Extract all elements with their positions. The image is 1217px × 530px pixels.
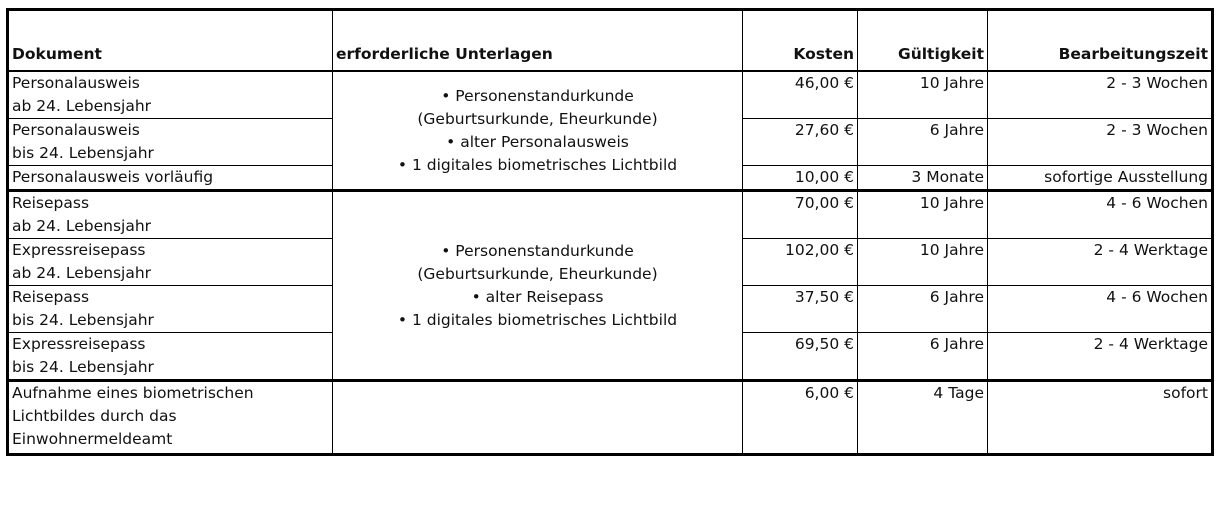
doc-cell: Expressreisepass bis 24. Lebensjahr — [8, 333, 333, 381]
cost-cell: 37,50 € — [743, 286, 858, 333]
header-gueltigkeit: Gültigkeit — [858, 10, 988, 72]
processing-cell: sofort — [988, 381, 1213, 455]
processing-cell: 2 - 4 Werktage — [988, 333, 1213, 381]
header-kosten: Kosten — [743, 10, 858, 72]
header-bearbeitungszeit: Bearbeitungszeit — [988, 10, 1213, 72]
doc-cell: Personalausweis bis 24. Lebensjahr — [8, 119, 333, 166]
processing-cell: sofortige Ausstellung — [988, 166, 1213, 191]
cost-cell: 10,00 € — [743, 166, 858, 191]
cost-cell: 69,50 € — [743, 333, 858, 381]
doc-cell: Reisepass bis 24. Lebensjahr — [8, 286, 333, 333]
required-docs-passport: • Personenstandurkunde (Geburtsurkunde, Eheurkunde) • alter Reisepass • 1 digitales biometrisches Lichtbild — [333, 191, 743, 381]
processing-cell: 4 - 6 Wochen — [988, 191, 1213, 239]
processing-cell: 2 - 3 Wochen — [988, 119, 1213, 166]
processing-cell: 2 - 4 Werktage — [988, 239, 1213, 286]
doc-cell: Personalausweis vorläufig — [8, 166, 333, 191]
required-docs-id: • Personenstandurkunde (Geburtsurkunde, Eheurkunde) • alter Personalausweis • 1 digitales biometrisches Lichtbild — [333, 71, 743, 191]
validity-cell: 4 Tage — [858, 381, 988, 455]
validity-cell: 10 Jahre — [858, 71, 988, 119]
processing-cell: 2 - 3 Wochen — [988, 71, 1213, 119]
doc-cell: Reisepass ab 24. Lebensjahr — [8, 191, 333, 239]
doc-cell: Personalausweis ab 24. Lebensjahr — [8, 71, 333, 119]
table-row — [8, 381, 1213, 455]
validity-cell: 6 Jahre — [858, 286, 988, 333]
processing-cell: 4 - 6 Wochen — [988, 286, 1213, 333]
table-row — [8, 191, 1213, 239]
validity-cell: 10 Jahre — [858, 239, 988, 286]
validity-cell: 10 Jahre — [858, 191, 988, 239]
validity-cell: 6 Jahre — [858, 119, 988, 166]
cost-cell: 6,00 € — [743, 381, 858, 455]
cost-cell: 46,00 € — [743, 71, 858, 119]
cost-cell: 70,00 € — [743, 191, 858, 239]
table-row — [8, 71, 1213, 119]
cost-cell: 102,00 € — [743, 239, 858, 286]
header-row — [8, 10, 1213, 72]
fees-table — [6, 8, 1214, 456]
validity-cell: 6 Jahre — [858, 333, 988, 381]
doc-cell: Aufnahme eines biometrischen Lichtbildes durch das Einwohnermeldeamt — [8, 381, 333, 455]
header-dokument: Dokument — [8, 10, 333, 72]
cost-cell: 27,60 € — [743, 119, 858, 166]
required-docs-empty — [333, 381, 743, 455]
header-unterlagen: erforderliche Unterlagen — [333, 10, 743, 72]
validity-cell: 3 Monate — [858, 166, 988, 191]
doc-cell: Expressreisepass ab 24. Lebensjahr — [8, 239, 333, 286]
